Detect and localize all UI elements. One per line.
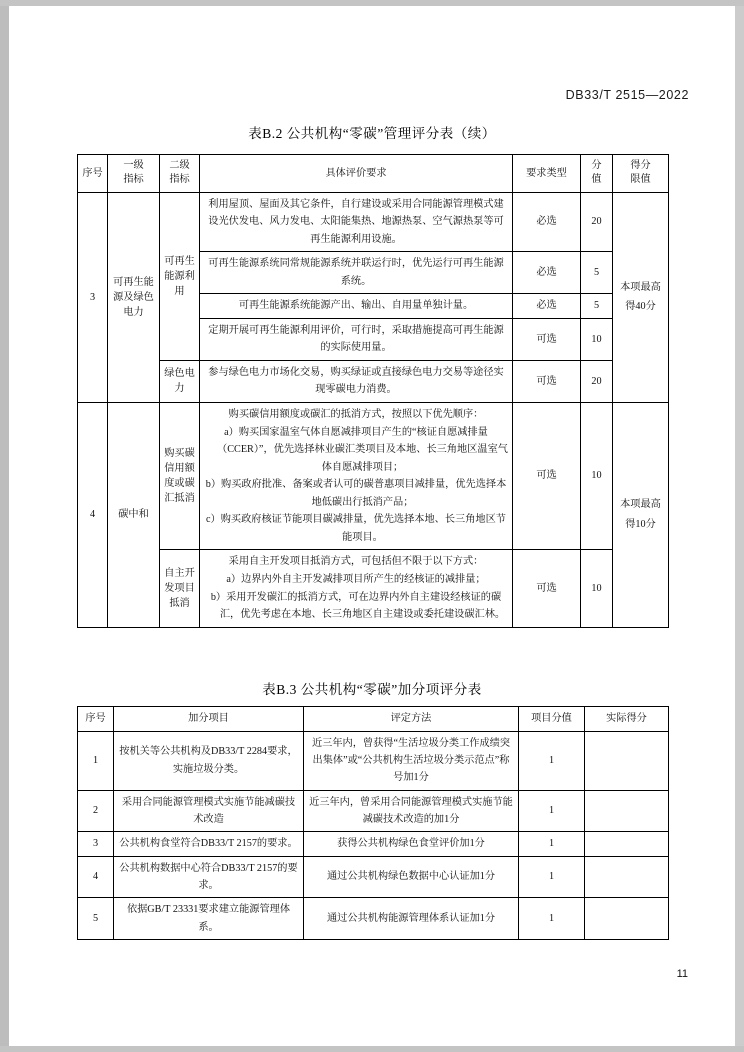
cell-type: 可选 <box>513 318 581 360</box>
cell-bonus-item: 公共机构食堂符合DB33/T 2157的要求。 <box>114 832 304 856</box>
cell-value: 5 <box>581 294 613 319</box>
cell-description: 参与绿色电力市场化交易，购买绿证或直接绿色电力交易等途径实现零碳电力消费。 <box>200 360 513 402</box>
cell-method: 获得公共机构绿色食堂评价加1分 <box>304 832 519 856</box>
cell-value: 5 <box>581 252 613 294</box>
cell-value: 10 <box>581 318 613 360</box>
header-limit-line1: 得分 <box>630 160 651 171</box>
scan-edge-left <box>0 0 9 1052</box>
cell-level2: 可再生能源利用 <box>160 192 200 360</box>
header-seq: 序号 <box>78 707 114 732</box>
table-row <box>78 403 669 550</box>
page-number: 11 <box>676 968 688 980</box>
cell-seq: 3 <box>78 192 108 402</box>
cell-actual-score <box>585 790 669 832</box>
header-score-value <box>581 155 613 193</box>
table-b2-body <box>78 192 669 627</box>
cell-value: 10 <box>581 403 613 550</box>
cell-method: 近三年内，曾获得“生活垃圾分类工作成绩突出集体”或“公共机构生活垃圾分类示范点”称号加1分 <box>304 731 519 790</box>
header-score-line1: 分 <box>591 160 602 171</box>
cell-item-value: 1 <box>519 790 585 832</box>
header-requirement-type: 要求类型 <box>513 155 581 193</box>
cell-method: 近三年内，曾采用合同能源管理模式实施节能减碳技术改造的加1分 <box>304 790 519 832</box>
cell-actual-score <box>585 856 669 898</box>
cell-description: 可再生能源系统同常规能源系统并联运行时，优先运行可再生能源系统。 <box>200 252 513 294</box>
header-actual-score: 实际得分 <box>585 707 669 732</box>
header-level2-line2: 指标 <box>169 174 190 186</box>
desc-line: a）购买国家温室气体自愿减排项目产生的“核证自愿减排量（CCER）”，优先选择林业碳汇类项目及本地、长三角地区温室气体自愿减排项目； <box>217 426 508 473</box>
cell-item-value: 1 <box>519 731 585 790</box>
cell-item-value: 1 <box>519 856 585 898</box>
table-row <box>78 832 669 856</box>
header-level2-line1: 二级 <box>169 160 190 171</box>
cell-actual-score <box>585 898 669 940</box>
cell-level2: 购买碳信用额度或碳汇抵消 <box>160 403 200 550</box>
table-row <box>78 550 669 627</box>
header-method: 评定方法 <box>304 707 519 732</box>
cell-limit: 本项最高得40分 <box>613 192 669 402</box>
header-score-limit <box>613 155 669 193</box>
table-row <box>78 856 669 898</box>
cell-level1: 可再生能源及绿色电力 <box>108 192 160 402</box>
document-standard-code: DB33/T 2515—2022 <box>565 88 689 102</box>
cell-description <box>200 403 513 550</box>
desc-line: a）边界内外自主开发减排项目所产生的经核证的减排量； <box>226 573 486 585</box>
cell-item-value: 1 <box>519 832 585 856</box>
cell-bonus-item: 采用合同能源管理模式实施节能减碳技术改造 <box>114 790 304 832</box>
cell-type: 可选 <box>513 403 581 550</box>
table-row <box>78 192 669 252</box>
table-row <box>78 898 669 940</box>
cell-description: 定期开展可再生能源利用评价，可行时，采取措施提高可再生能源的实际使用量。 <box>200 318 513 360</box>
cell-seq: 1 <box>78 731 114 790</box>
header-limit-line2: 限值 <box>630 174 651 186</box>
table-b3-title: 表B.3 公共机构“零碳”加分项评分表 <box>262 682 482 697</box>
cell-item-value: 1 <box>519 898 585 940</box>
table-b2 <box>77 154 669 628</box>
table-b2-title: 表B.2 公共机构“零碳”管理评分表（续） <box>248 126 496 141</box>
cell-limit: 本项最高得10分 <box>613 403 669 628</box>
table-b2-header-row <box>78 155 669 193</box>
cell-seq: 3 <box>78 832 114 856</box>
cell-actual-score <box>585 832 669 856</box>
cell-seq: 4 <box>78 403 108 628</box>
desc-line: c）购买政府核证节能项目碳减排量，优先选择本地、长三角地区节能项目。 <box>206 514 506 543</box>
cell-value: 10 <box>581 550 613 627</box>
cell-type: 必选 <box>513 192 581 252</box>
cell-bonus-item: 依据GB/T 23331要求建立能源管理体系。 <box>114 898 304 940</box>
cell-seq: 5 <box>78 898 114 940</box>
desc-line: b）采用开发碳汇的抵消方式，可在边界内外自主建设经核证的碳汇，优先考虑在本地、长三角地区自主建设或委托建设碳汇林。 <box>210 591 506 621</box>
cell-level1: 碳中和 <box>108 403 160 628</box>
cell-value: 20 <box>581 192 613 252</box>
header-level2 <box>160 155 200 193</box>
table-row <box>78 360 669 402</box>
desc-line: 采用自主开发项目抵消方式，可包括但不限于以下方式： <box>228 556 484 568</box>
header-level1 <box>108 155 160 193</box>
cell-level2: 绿色电力 <box>160 360 200 402</box>
desc-line: b）购买政府批准、备案或者认可的碳普惠项目减排量，优先选择本地低碳出行抵消产品； <box>205 479 507 508</box>
table-b3 <box>77 706 669 940</box>
table-row <box>78 731 669 790</box>
cell-type: 可选 <box>513 360 581 402</box>
table-row <box>78 790 669 832</box>
header-level1-line2: 指标 <box>123 174 144 186</box>
cell-description <box>200 550 513 627</box>
header-description: 具体评价要求 <box>200 155 513 193</box>
header-bonus-item: 加分项目 <box>114 707 304 732</box>
table-b3-body <box>78 731 669 939</box>
header-score-line2: 值 <box>591 174 602 186</box>
table-b3-header-row <box>78 707 669 732</box>
cell-type: 可选 <box>513 550 581 627</box>
cell-bonus-item: 按机关等公共机构及DB33/T 2284要求，实施垃圾分类。 <box>114 731 304 790</box>
cell-description: 可再生能源系统能源产出、输出、自用量单独计量。 <box>200 294 513 319</box>
scan-edge-bottom <box>0 1046 744 1052</box>
cell-bonus-item: 公共机构数据中心符合DB33/T 2157的要求。 <box>114 856 304 898</box>
desc-line: 购买碳信用额度或碳汇的抵消方式，按照以下优先顺序： <box>228 409 484 421</box>
header-item-value: 项目分值 <box>519 707 585 732</box>
cell-method: 通过公共机构能源管理体系认证加1分 <box>304 898 519 940</box>
cell-type: 必选 <box>513 252 581 294</box>
cell-value: 20 <box>581 360 613 402</box>
cell-method: 通过公共机构绿色数据中心认证加1分 <box>304 856 519 898</box>
header-level1-line1: 一级 <box>123 160 144 171</box>
cell-level2: 自主开发项目抵消 <box>160 550 200 627</box>
cell-seq: 2 <box>78 790 114 832</box>
cell-description: 利用屋顶、屋面及其它条件，自行建设或采用合同能源管理模式建设光伏发电、风力发电、太阳能集热、地源热泵、空气源热泵等可再生能源利用设施。 <box>200 192 513 252</box>
cell-type: 必选 <box>513 294 581 319</box>
page-content <box>9 6 735 1046</box>
cell-seq: 4 <box>78 856 114 898</box>
scan-edge-right <box>735 0 744 1052</box>
cell-actual-score <box>585 731 669 790</box>
header-seq: 序号 <box>78 155 108 193</box>
